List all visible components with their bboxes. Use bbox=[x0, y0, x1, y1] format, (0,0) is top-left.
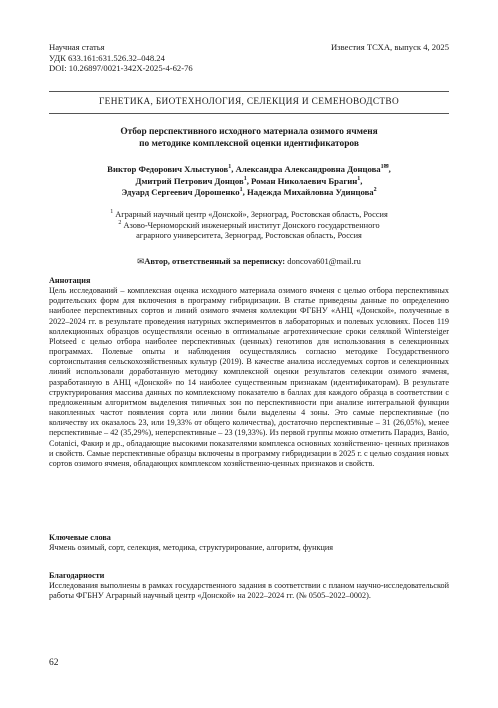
udc-code: УДК 633.161:631.526.32–048.24 bbox=[49, 52, 165, 63]
affiliation-line: Аграрный научный центр «Донской», Зерноград, Ростовская область, Россия bbox=[115, 210, 388, 219]
affiliation-mark: 1 bbox=[239, 187, 243, 194]
keywords-heading: Ключевые слова bbox=[49, 533, 111, 542]
correspondence-label: Автор, ответственный за переписку: bbox=[144, 256, 286, 266]
envelope-icon: ✉ bbox=[137, 256, 145, 266]
affiliation-mark: 1 bbox=[243, 175, 247, 182]
affiliation-line: аграрного университета, Зерноград, Ростовская область, Россия bbox=[136, 231, 362, 241]
affiliation-number: 1 bbox=[110, 209, 114, 216]
abstract bbox=[49, 276, 449, 469]
corresponding-author bbox=[49, 256, 449, 267]
article-type: Научная статья bbox=[49, 42, 105, 52]
author-list: Виктор Федорович Хлыстунов$^1$, Александра Александровна Донцова$^{1✉}$, Дмитрий Петрович Донцов$^1$, Роман Николаевич Брагин$^1$, Эдуард Сергеевич Дорошенко$^1$, Надежда Михайловна Удинцова$^2$ bbox=[107, 164, 391, 198]
article-title bbox=[49, 127, 449, 150]
section-rule-bottom bbox=[49, 113, 449, 114]
author-email[interactable]: doncova601@mail.ru bbox=[287, 256, 361, 266]
affiliation-mark: 1 bbox=[357, 175, 361, 182]
author-name: Александра Александровна Донцова bbox=[235, 164, 381, 174]
section-heading: ГЕНЕТИКА, БИОТЕХНОЛОГИЯ, СЕЛЕКЦИЯ И СЕМЕНОВОДСТВО bbox=[98, 97, 400, 107]
affiliation-mark: 1 bbox=[228, 164, 232, 171]
acknowledgments bbox=[49, 571, 449, 601]
affiliation-mark: 1✉ bbox=[380, 164, 389, 171]
title-line: Отбор перспективного исходного материала озимого ячменя bbox=[120, 127, 378, 137]
keywords bbox=[49, 533, 449, 553]
doi: DOI: 10.26897/0021-342X-2025-4-62-76 bbox=[49, 63, 193, 74]
title-line: по методике комплексной оценки идентификаторов bbox=[139, 138, 359, 149]
author-name: Эдуард Сергеевич Дорошенко bbox=[121, 187, 240, 198]
acknowledgments-heading: Благодарности bbox=[49, 571, 105, 580]
page-number: 62 bbox=[49, 658, 59, 668]
article-meta bbox=[49, 42, 193, 74]
journal-issue: Известия ТСХА, выпуск 4, 2025 bbox=[330, 42, 449, 52]
author-name: Дмитрий Петрович Донцов bbox=[135, 175, 244, 186]
author-name: Роман Николаевич Брагин bbox=[251, 175, 358, 186]
affiliation-number: 2 bbox=[118, 219, 122, 226]
affiliation-line: Азово-Черноморский инженерный институт Донского государственного bbox=[123, 220, 380, 230]
affiliations bbox=[49, 210, 449, 242]
affiliation-mark: 2 bbox=[373, 187, 377, 194]
author-name: Виктор Федорович Хлыстунов bbox=[107, 164, 229, 174]
abstract-text: Цель исследований – комплексная оценка исходного материала озимого ячменя с целью отбора перспективных родительских форм для включения в программу гибридизации. В статье приведены данные по определению наиболее перспективных сортов и линий озимого ячменя коллекции ФГБНУ «АНЦ «Донской», полученные в 2022–2024 гг. в результате проведения натурных экспериментов в лабораторных и полевых условиях. Посев 119 коллекционных образцов осуществляли осенью в оптимальные агротехнические сроки селялкой Wintersteiger Plotseed с целью отбора наиболее перспективных (ценных) генотипов для использования в селекционных программах. Полевые опыты и наблюдения осуществлялись согласно методике Государственного сортоиспытания сельскохозяйственных культур (2019). В качестве анализа исследуемых сортов и селекционных линий использовали доработанную методику комплексной оценки результатов селекции озимого ячменя, разработанную в АНЦ «Донской» по 14 наиболее существенным признакам (идентификаторам). В результате структурирования массива данных по комплексному показателю в баллах для каждого образца в соответствии с предложенным алгоритмом выделения типичных зон по перспективности при анализе интегральной функции накопленных частот появления сорта или линии были выделены 4 зоны. Это самые перспективные (по количеству их оказалось 23, или 19,33% от общего количества), достаточно перспективные – 31 (26,05%), менее перспективные – 42 (35,29%), неперспективные – 23 (19,33%). Из первой группы можно отметить Парадиз, Ванiо, Cotanici, Факир и др., обладающие высокими показателями комплекса основных хозяйственно- ценных признаков и свойств. Самые перспективные образцы включены в программу гибридизации в 2025 г. с целью создания новых сортов озимого ячменя, обладающих комплексом хозяйственно-ценных признаков и свойств. bbox=[49, 286, 449, 468]
keywords-text: Ячмень озимый, сорт, селекция, методика, структурирование, алгоритм, функция bbox=[49, 543, 333, 553]
author-name: Надежда Михайловна Удинцова bbox=[246, 187, 374, 198]
acknowledgments-text: Исследования выполнены в рамках государственного задания в соответствии с планом научно-исследовательской работы ФГБНУ Аграрный научный центр «Донской» на 2022–2024 гг. (№ 0505–2022–0002). bbox=[49, 581, 449, 601]
abstract-heading: Аннотация bbox=[49, 276, 91, 285]
section-rule-top bbox=[49, 91, 449, 92]
